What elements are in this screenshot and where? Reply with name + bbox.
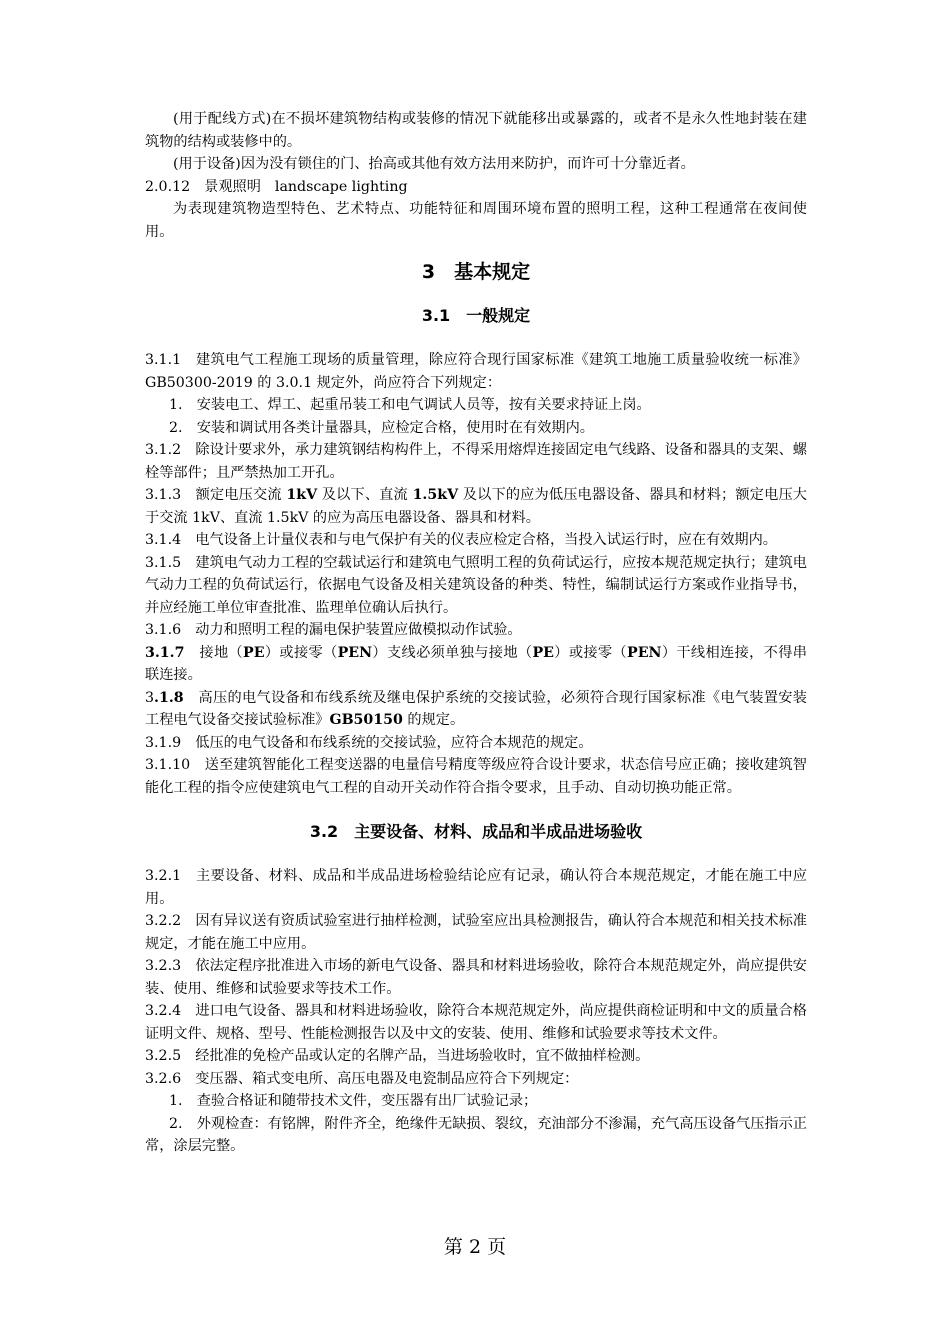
abbr-pen: PEN — [337, 644, 373, 661]
clause-3-1-7 — [145, 642, 807, 687]
list-item: 2. 安装和调试用各类计量器具，应检定合格，使用时在有效期内。 — [169, 419, 594, 436]
clause-number: 3 — [145, 689, 155, 706]
clause-3-1-3 — [145, 484, 807, 529]
voltage-value: 1kV — [286, 487, 318, 503]
clause-3-1-9: 3.1.9 低压的电气设备和布线系统的交接试验，应符合本规范的规定。 — [145, 734, 593, 751]
clause-number: 3.1.7 — [145, 644, 185, 661]
voltage-value: 1.5kV — [412, 487, 459, 503]
clause-3-1-4: 3.1.4 电气设备上计量仪表和与电气保护有关的仪表应检定合格，当投入试运行时，应在有效期内。 — [145, 532, 777, 548]
list-item: 1. 安装电工、焊工、起重吊装工和电气调试人员等，按有关要求持证上岗。 — [169, 397, 651, 413]
clause-text: 高压的电气设备和布线系统及继电保护系统的交接试验，必须符合现行国家标准《电气装置安装工程电气设备交接试验标准》 — [145, 689, 807, 728]
page-number: 第 2 页 — [443, 1236, 507, 1258]
standard-code: GB50150 — [329, 712, 403, 728]
clause-text: ）干线相连接，不得串联连接。 — [145, 644, 807, 683]
clause-3-2-5: 3.2.5 经批准的免检产品或认定的名牌产品，当进场验收时，宜不做抽样检测。 — [145, 1048, 650, 1064]
list-item: 1. 查验合格证和随带技术文件，变压器有出厂试验记录； — [169, 1093, 538, 1109]
clause-3-1-5: 3.1.5 建筑电气动力工程的空载试运行和建筑电气照明工程的负荷试运行，应按本规范规定执行；建筑电气动力工程的负荷试运行，依据电气设备及相关建筑设备的种类、特性，编制试运行方案或作业指导书，并应经施工单位审查批准、监理单位确认后执行。 — [145, 554, 807, 616]
clause-text: 接地（ — [184, 644, 244, 661]
paragraph-wiring-definition: (用于配线方式)在不损坏建筑物结构或装修的情况下就能移出或暴露的，或者不是永久性地封装在建筑物的结构或装修中的。 — [145, 111, 807, 150]
paragraph-equipment-definition: (用于设备)因为没有锁住的门、抬高或其他有效方法用来防护，而许可十分靠近者。 — [173, 156, 695, 172]
clause-3-1-8 — [145, 687, 807, 732]
clause-3-2-3: 3.2.3 依法定程序批准进入市场的新电气设备、器具和材料进场验收，除符合本规范规定外，尚应提供安装、使用、维修和试验要求等技术工作。 — [145, 958, 807, 997]
clause-text: ）或接零（ — [553, 644, 628, 661]
clause-text: ）支线必须单独与接地（ — [372, 644, 533, 661]
clause-3-2-6: 3.2.6 变压器、箱式变电所、高压电器及电瓷制品应符合下列规定： — [145, 1070, 579, 1087]
list-item: 2. 外观检查：有铭牌，附件齐全，绝缘件无缺损、裂纹，充油部分不渗漏，充气高压设备气压指示正常，涂层完整。 — [145, 1115, 807, 1154]
page-content — [145, 108, 807, 1158]
term-chinese: 景观照明 — [204, 178, 261, 195]
term-landscape-lighting — [145, 176, 807, 199]
clause-3-1-6: 3.1.6 动力和照明工程的漏电保护装置应做模拟动作试验。 — [145, 622, 522, 638]
section-title-equipment-acceptance: 3.2 主要设备、材料、成品和半成品进场验收 — [309, 822, 643, 841]
section-title-general: 3.1 一般规定 — [421, 306, 531, 325]
abbr-pen: PEN — [627, 644, 662, 661]
clause-3-1-2: 3.1.2 除设计要求外，承力建筑钢结构构件上，不得采用熔焊连接固定电气线路、设备和器具的支架、螺栓等部件；且严禁热加工开孔。 — [145, 442, 807, 481]
clause-3-1-1: 3.1.1 建筑电气工程施工现场的质量管理，除应符合现行国家标准《建筑工地施工质量验收统一标准》GB50300-2019 的 3.0.1 规定外，尚应符合下列规定： — [145, 352, 807, 391]
clause-text: 3.1.3 额定电压交流 — [145, 487, 287, 503]
abbr-pe: PE — [532, 644, 554, 661]
chapter-title: 3 基本规定 — [421, 261, 531, 283]
term-number: 2.0.12 — [145, 178, 191, 195]
clause-text: 及以下、直流 — [317, 487, 413, 503]
term-english: landscape lighting — [274, 178, 408, 195]
clause-3-2-1: 3.2.1 主要设备、材料、成品和半成品进场检验结论应有记录，确认符合本规范规定，才能在施工中应用。 — [145, 868, 807, 907]
abbr-pe: PE — [243, 644, 265, 661]
clause-3-2-4: 3.2.4 进口电气设备、器具和材料进场验收，除符合本规范规定外，尚应提供商检证明和中文的质量合格证明文件、规格、型号、性能检测报告以及中文的安装、使用、维修和试验要求等技术文件。 — [145, 1003, 807, 1042]
clause-text: 及以下的应为低压电器设备、器具和材料；额定电压大于交流 1kV、直流 1.5kV 的应为高压电器设备、器具和材料。 — [145, 487, 807, 526]
paragraph-landscape-lighting-definition: 为表现建筑物造型特色、艺术特点、功能特征和周围环境布置的照明工程，这种工程通常在夜间使用。 — [145, 201, 807, 240]
clause-3-2-2: 3.2.2 因有异议送有资质试验室进行抽样检测，试验室应出具检测报告，确认符合本规范和相关技术标准规定，才能在施工中应用。 — [145, 913, 807, 952]
clause-text: 的规定。 — [402, 712, 465, 728]
clause-3-1-10: 3.1.10 送至建筑智能化工程变送器的电量信号精度等级应符合设计要求，状态信号应正确；接收建筑智能化工程的指令应使建筑电气工程的自动开关动作符合指令要求，且手动、自动切换功能正常。 — [145, 757, 807, 796]
clause-text: ）或接零（ — [264, 644, 338, 661]
clause-number: .1.8 — [154, 689, 184, 706]
